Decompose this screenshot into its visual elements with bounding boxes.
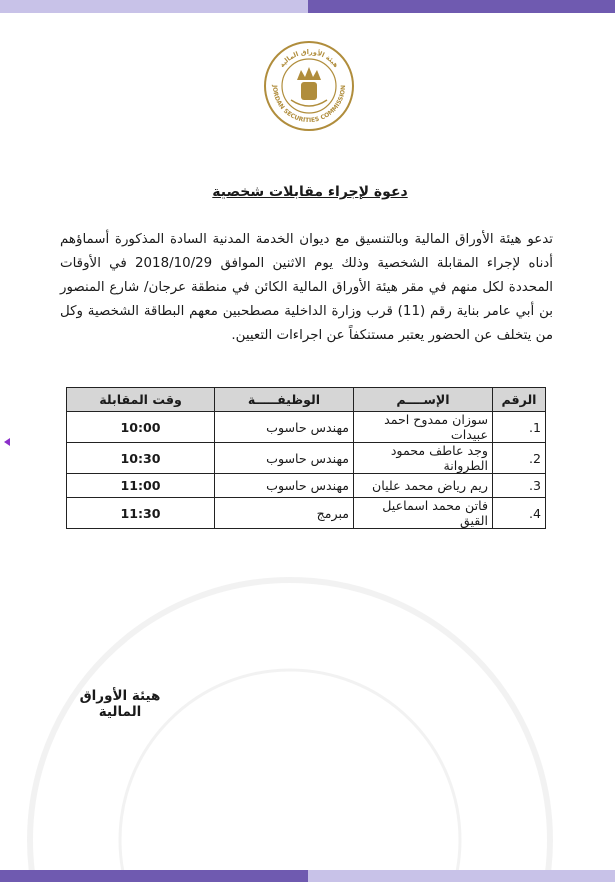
row-number: 1. — [493, 412, 546, 443]
header-job: الوظيفـــــة — [215, 388, 354, 412]
bottom-bar-dark-segment — [0, 870, 308, 882]
row-name: وجد عاطف محمود الطروانة — [354, 443, 493, 474]
row-time: 10:30 — [67, 443, 215, 474]
logo-arabic-text: هيئة الأوراق المالية — [277, 47, 341, 70]
row-job: مهندس حاسوب — [215, 443, 354, 474]
table-row — [67, 474, 546, 498]
row-number: 3. — [493, 474, 546, 498]
table-row — [67, 412, 546, 443]
commission-logo — [263, 40, 355, 132]
header-name: الإســــم — [354, 388, 493, 412]
row-name: فاتن محمد اسماعيل القيق — [354, 498, 493, 529]
row-name: سوزان ممدوح احمد عبيدات — [354, 412, 493, 443]
document-title: دعوة لإجراء مقابلات شخصية — [212, 184, 408, 200]
signature-org-name: هيئة الأوراق المالية — [79, 688, 161, 720]
logo-shield-icon — [301, 82, 317, 100]
interview-schedule-table — [66, 387, 546, 529]
row-name: ريم رياض محمد عليان — [354, 474, 493, 498]
top-bar-dark-segment — [308, 0, 615, 13]
top-bar-light-segment — [0, 0, 308, 13]
invitation-paragraph: تدعو هيئة الأوراق المالية وبالتنسيق مع ديوان الخدمة المدنية السادة المذكورة أسماؤهم أدناه لإجراء المقابلة الشخصية وذلك يوم الاثنين الموافق 2018/10/29 في الأوقات المحددة لكل منهم في مقر هيئة الأوراق المالية الكائن في منطقة عرجان/ شارع المنصور بن أبي عامر بناية رقم (11) قرب وزارة الداخلية مصطحبين معهم البطاقة الشخصية وكل من يتخلف عن الحضور يعتبر مستنكفاً عن اجراءات التعيين. — [60, 232, 553, 343]
row-job: مهندس حاسوب — [215, 412, 354, 443]
header-number: الرقم — [493, 388, 546, 412]
top-color-bar — [0, 0, 615, 13]
row-job: مهندس حاسوب — [215, 474, 354, 498]
bottom-bar-light-segment — [308, 870, 615, 882]
margin-marker-icon — [4, 438, 10, 446]
row-time: 10:00 — [67, 412, 215, 443]
table-header-row — [67, 388, 546, 412]
row-time: 11:00 — [67, 474, 215, 498]
row-number: 4. — [493, 498, 546, 529]
bottom-color-bar — [0, 870, 615, 882]
header-time: وقت المقابلة — [67, 388, 215, 412]
row-number: 2. — [493, 443, 546, 474]
logo-english-text: JORDAN SECURITIES COMMISSION — [270, 84, 348, 125]
row-job: مبرمج — [215, 498, 354, 529]
table-row — [67, 498, 546, 529]
logo-wreath-icon — [291, 100, 327, 106]
table-row — [67, 443, 546, 474]
row-time: 11:30 — [67, 498, 215, 529]
logo-crown-icon — [297, 67, 321, 80]
